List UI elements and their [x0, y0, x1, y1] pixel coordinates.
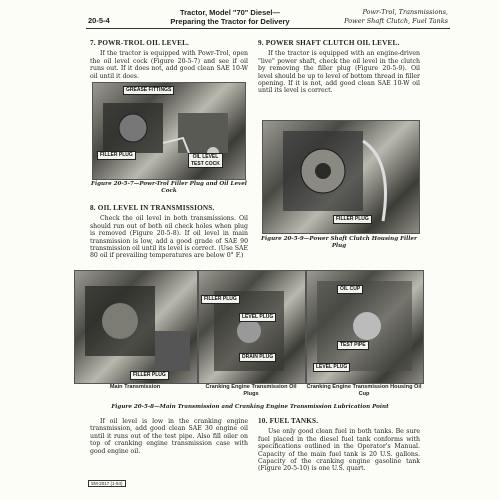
section-power-shaft	[258, 40, 420, 95]
figure-8-caption: Figure 20-5-8—Main Transmission and Cranking Engine Transmission Lubrication Point	[111, 404, 389, 410]
page-title	[150, 8, 310, 26]
callout-drain-plug: DRAIN PLUG	[239, 353, 276, 362]
callout-level-plug: LEVEL PLUG	[313, 363, 350, 372]
section-cranking-continued	[90, 418, 248, 455]
callout-level-plug: LEVEL PLUG	[239, 313, 276, 322]
figure-9-caption: Figure 20-5-9—Power Shaft Clutch Housing Filler Plug	[261, 236, 417, 249]
topics-line-1: Powr-Trol, Transmissions,	[362, 8, 448, 16]
section-body: Check the oil level in both transmissions. Oil should run out of both oil check holes when plug is removed (Figure 20-5-8). If oil level in main transmission is low, add a good grade of SAE 90 transmission oil until its level is correct. (Use SAE 80 oil if prevailing temperatures are below 0° F.)	[90, 215, 248, 260]
section-transmissions	[90, 205, 248, 260]
figure-powr-trol-photo	[92, 82, 246, 180]
callout-filler-plug: FILLER PLUG	[97, 151, 136, 160]
panel-caption-cranking: Cranking Engine Transmission Oil Plugs	[205, 384, 297, 397]
photo-drawing	[199, 271, 305, 383]
figure-cranking-plugs-photo	[198, 270, 306, 384]
figure-7-caption: Figure 20-5-7—Powr-Trol Filler Plug and Oil Level Cock	[91, 181, 247, 194]
panel-caption-main: Main Transmission	[109, 384, 161, 390]
callout-test-pipe: TEST PIPE	[337, 341, 369, 350]
callout-filler-plug: FILLER PLUG	[201, 295, 240, 304]
section-body: If oil level is low in the cranking engine transmission, add good clean SAE 30 engine oil until it runs out of the test pipe. Also fill oiler on top of cranking engine transmission case with good engine oil.	[90, 418, 248, 455]
section-heading: 9. POWER SHAFT CLUTCH OIL LEVEL.	[258, 39, 400, 47]
figure-power-shaft-photo	[262, 120, 420, 234]
section-heading: 7. POWR-TROL OIL LEVEL.	[90, 39, 190, 47]
header-rule	[86, 28, 450, 29]
section-body: If the tractor is equipped with Powr-Trol, open the oil level cock (Figure 20-5-7) and see if oil runs out. If it does not, add good clean SAE 10-W oil until it does.	[90, 50, 248, 80]
page-number: 20-5-4	[88, 16, 110, 25]
topics-line-2: Power Shaft Clutch, Fuel Tanks	[344, 16, 448, 25]
title-line-1: Tractor, Model "70" Diesel—	[179, 8, 281, 17]
callout-filler-plug: FILLER PLUG	[333, 215, 372, 224]
callout-filler-plug: FILLER PLUG	[130, 371, 169, 380]
section-body: If the tractor is equipped with an engine-driven "live" power shaft, check the oil level in the clutch by removing the filler plug (Figure 20-5-9). Oil level should be up to level of bottom thread in filler opening. If it is not, add good clean SAE 10-W oil until its level is correct.	[258, 50, 420, 95]
title-line-2: Preparing the Tractor for Delivery	[170, 17, 290, 26]
callout-oil-cup: OIL CUP	[337, 285, 363, 294]
section-topics	[318, 8, 448, 25]
figure-housing-oil-cup-photo	[306, 270, 424, 384]
callout-oil-level-test-cock: OIL LEVEL TEST COCK	[188, 153, 223, 168]
photo-drawing	[75, 271, 197, 383]
section-heading: 8. OIL LEVEL IN TRANSMISSIONS.	[90, 204, 215, 212]
section-heading: 10. FUEL TANKS.	[258, 417, 319, 425]
footer-code: SM-2017 (1-54)	[88, 480, 126, 487]
callout-grease-fittings: GREASE FITTINGS	[123, 86, 174, 95]
section-body: Use only good clean fuel in both tanks. Be sure fuel placed in the diesel fuel tank conforms with specifications outlined in the Operator's Manual. Capacity of the main fuel tank is 20 U.S. gallons. Capacity of the cranking engine gasoline tank (Figure 20-5-10) is one U.S. quart.	[258, 428, 420, 473]
figure-main-transmission-photo	[74, 270, 198, 384]
section-powr-trol	[90, 40, 248, 80]
panel-caption-housing: Cranking Engine Transmission Housing Oil Cup	[306, 384, 422, 397]
section-fuel-tanks	[258, 418, 420, 473]
